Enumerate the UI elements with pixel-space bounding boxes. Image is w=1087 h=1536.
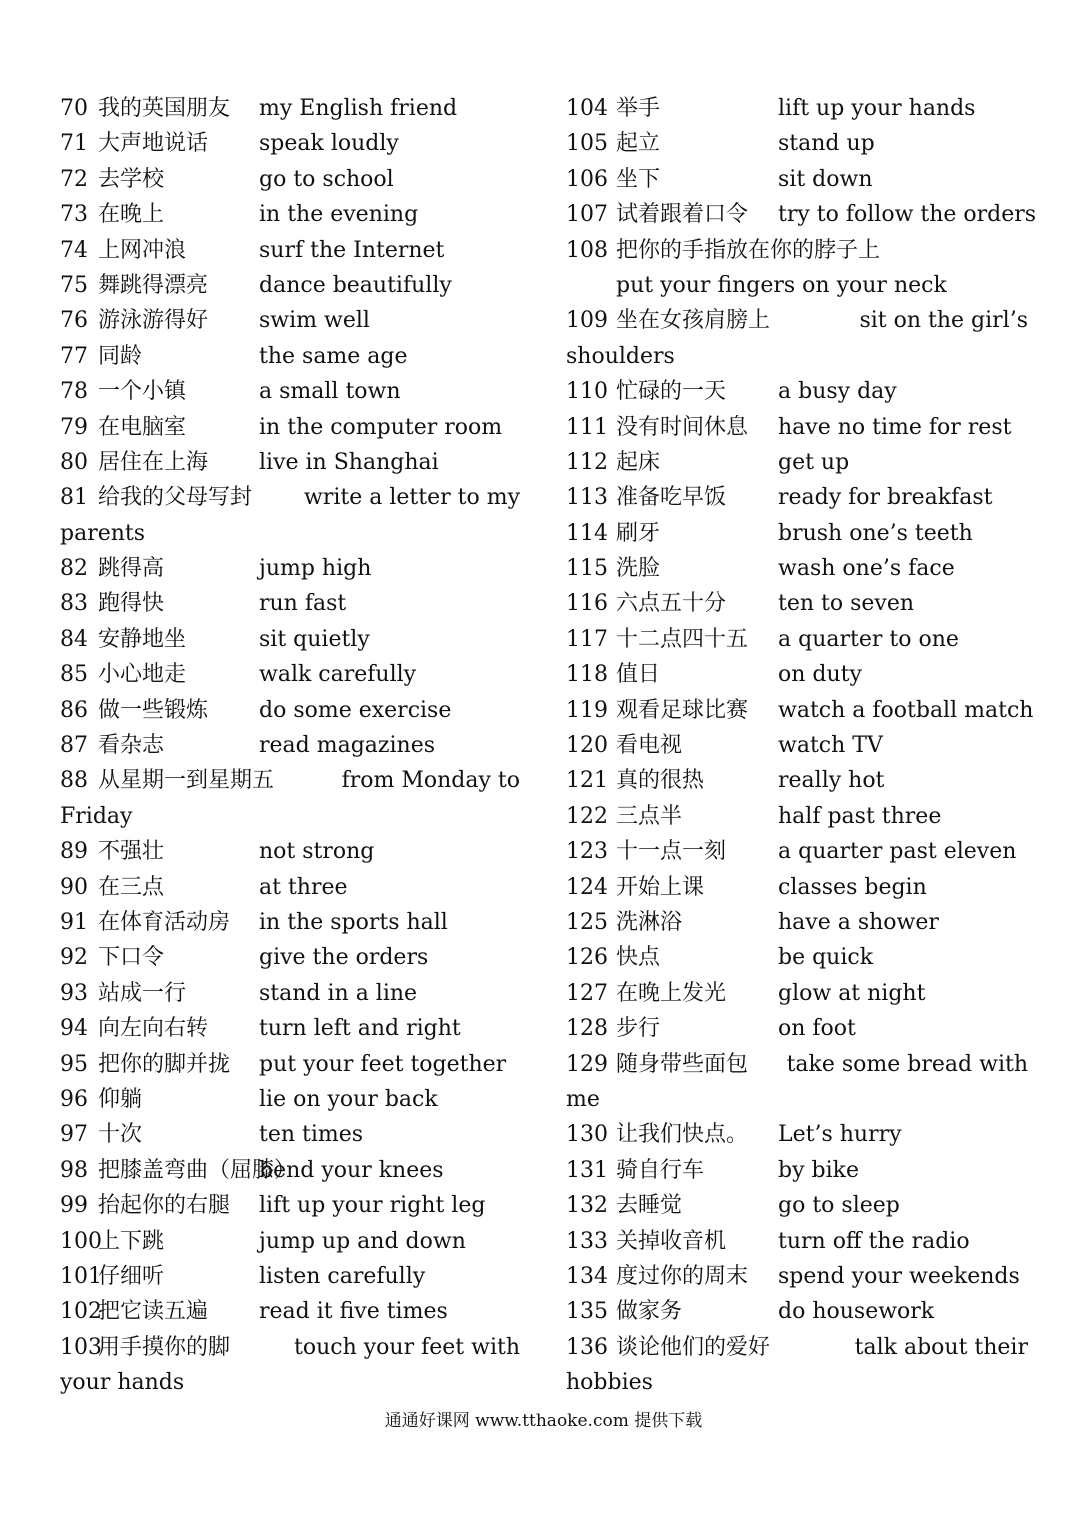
entry-number: 127	[566, 980, 608, 1006]
entry-number: 85	[60, 662, 88, 688]
entry-number: 89	[60, 839, 88, 865]
entry-chinese: 洗淋浴	[616, 910, 683, 935]
entry-english: swim well	[259, 308, 370, 334]
vocab-entry	[60, 233, 520, 268]
entry-chinese: 起立	[616, 131, 661, 157]
entry-number: 99	[60, 1193, 88, 1219]
entry-english: by bike	[778, 1157, 859, 1183]
entry-chinese: 坐在女孩肩膀上	[616, 308, 771, 334]
entry-chinese: 跳得高	[98, 556, 165, 582]
entry-english: do housework	[778, 1299, 935, 1325]
entry-number: 122	[566, 803, 608, 829]
entry-chinese: 舞跳得漂亮	[98, 272, 209, 298]
entry-english-continued: hobbies	[566, 1370, 653, 1396]
entry-english: read it five times	[259, 1299, 448, 1325]
vocab-entry	[60, 410, 520, 445]
vocab-entry	[60, 693, 520, 728]
entry-number: 76	[60, 308, 88, 334]
entry-number: 113	[566, 485, 608, 511]
entry-chinese: 在电脑室	[98, 414, 187, 440]
entry-english: on foot	[778, 1016, 856, 1042]
entry-english: have a shower	[778, 910, 939, 935]
entry-number: 118	[566, 662, 608, 688]
entry-number: 84	[60, 626, 88, 652]
vocab-entry	[566, 480, 1028, 515]
entry-number: 131	[566, 1157, 608, 1183]
entry-english: stand in a line	[259, 980, 418, 1006]
vocab-entry	[566, 233, 1028, 268]
vocab-entry	[60, 728, 520, 763]
entry-chinese: 洗脸	[616, 556, 661, 582]
vocab-entry	[60, 1224, 520, 1259]
entry-english: watch TV	[778, 733, 883, 759]
vocab-entry	[60, 303, 520, 338]
entry-chinese: 让我们快点。	[616, 1122, 749, 1148]
entry-chinese: 把膝盖弯曲（屈膝）	[98, 1157, 297, 1183]
entry-chinese: 六点五十分	[616, 591, 727, 617]
vocab-entry	[60, 1188, 520, 1223]
entry-chinese: 快点	[616, 945, 661, 971]
entry-number: 86	[60, 697, 88, 723]
entry-number: 121	[566, 768, 608, 794]
entry-chinese: 我的英国朋友	[98, 96, 231, 121]
entry-number: 72	[60, 166, 88, 192]
vocab-entry	[60, 940, 520, 975]
entry-number: 80	[60, 449, 88, 475]
entry-english: a quarter to one	[778, 626, 959, 652]
entry-english: read magazines	[259, 733, 436, 759]
entry-chinese: 在晚上发光	[616, 980, 727, 1006]
entry-number: 132	[566, 1193, 608, 1219]
entry-number: 109	[566, 308, 608, 334]
entry-english: lift up your right leg	[259, 1193, 486, 1219]
entry-english: stand up	[778, 131, 875, 157]
entry-english: do some exercise	[259, 697, 452, 723]
entry-english: lie on your back	[259, 1086, 438, 1112]
vocab-entry	[566, 126, 1028, 161]
entry-number: 134	[566, 1263, 608, 1289]
vocab-entry	[60, 551, 520, 586]
entry-english: have no time for rest	[778, 414, 1012, 440]
entry-chinese: 把它读五遍	[98, 1299, 209, 1325]
vocab-entry	[566, 1153, 1028, 1188]
entry-chinese: 十二点四十五	[616, 626, 749, 652]
vocab-entry	[60, 763, 520, 834]
entry-english: sit quietly	[259, 626, 370, 652]
entry-number: 87	[60, 733, 88, 759]
vocab-entry	[60, 197, 520, 232]
entry-english: put your feet together	[259, 1051, 507, 1077]
vocab-entry	[60, 1153, 520, 1188]
entry-chinese: 举手	[616, 96, 661, 121]
entry-english: touch your feet with	[294, 1334, 520, 1360]
entry-english: in the sports hall	[259, 910, 448, 936]
entry-chinese: 开始上课	[616, 874, 705, 900]
entry-number: 97	[60, 1122, 88, 1148]
entry-chinese: 仰躺	[98, 1086, 143, 1112]
entry-chinese: 看电视	[616, 733, 683, 759]
entry-chinese: 骑自行车	[616, 1157, 705, 1183]
entry-number: 100	[60, 1228, 102, 1254]
vocab-entry	[60, 374, 520, 409]
vocab-entry	[566, 870, 1028, 905]
entry-number: 93	[60, 980, 88, 1006]
entry-english: jump up and down	[259, 1228, 466, 1254]
entry-chinese: 去学校	[98, 166, 165, 192]
entry-chinese: 安静地坐	[98, 626, 187, 652]
entry-chinese: 把你的手指放在你的脖子上	[616, 237, 881, 263]
entry-number: 73	[60, 202, 88, 228]
entry-chinese: 忙碌的一天	[616, 379, 727, 405]
vocab-entry	[60, 91, 520, 126]
entry-chinese: 谈论他们的爱好	[616, 1334, 771, 1360]
vocab-entry	[566, 410, 1028, 445]
vocab-entry	[566, 940, 1028, 975]
entry-chinese: 上网冲浪	[98, 237, 187, 263]
vocab-entry	[566, 1259, 1028, 1294]
page-footer: 通通好课网 www.tthaoke.com 提供下载	[384, 1411, 703, 1431]
entry-english: not strong	[259, 839, 375, 865]
entry-chinese: 一个小镇	[98, 379, 187, 405]
entry-number: 117	[566, 626, 608, 652]
entry-english: write a letter to my	[304, 485, 520, 511]
entry-number: 123	[566, 839, 608, 865]
vocab-entry	[566, 162, 1028, 197]
entry-english: Let’s hurry	[778, 1122, 902, 1148]
vocab-entry	[60, 162, 520, 197]
vocab-entry	[566, 763, 1028, 798]
entry-number: 82	[60, 556, 88, 582]
entry-number: 106	[566, 166, 608, 192]
entry-english: the same age	[259, 343, 408, 369]
entry-chinese: 试着跟着口令	[616, 202, 749, 228]
entry-english: a quarter past eleven	[778, 839, 1017, 865]
entry-chinese: 用手摸你的脚	[98, 1334, 231, 1360]
entry-number: 114	[566, 520, 608, 546]
entry-chinese: 大声地说话	[98, 131, 209, 157]
entry-chinese: 在体育活动房	[98, 910, 231, 936]
entry-english: speak loudly	[259, 131, 399, 157]
entry-number: 83	[60, 591, 88, 617]
entry-number: 120	[566, 733, 608, 759]
vocab-entry	[566, 1188, 1028, 1223]
entry-number: 74	[60, 237, 88, 263]
vocab-entry	[60, 1330, 520, 1401]
entry-english: give the orders	[259, 945, 429, 971]
entry-chinese: 下口令	[98, 945, 165, 971]
entry-chinese: 从星期一到星期五	[98, 768, 275, 794]
entry-english: classes begin	[778, 874, 927, 900]
entry-number: 105	[566, 131, 608, 157]
entry-english-sub: put your fingers on your neck	[616, 272, 947, 298]
entry-chinese: 向左向右转	[98, 1016, 209, 1042]
entry-number: 92	[60, 945, 88, 971]
entry-number: 116	[566, 591, 608, 617]
left-column	[60, 91, 520, 1401]
entry-chinese: 起床	[616, 449, 661, 475]
entry-english: ready for breakfast	[778, 485, 993, 511]
entry-number: 98	[60, 1157, 88, 1183]
entry-english-continued: me	[566, 1086, 600, 1112]
entry-chinese: 在三点	[98, 874, 165, 900]
vocab-entry	[60, 1082, 520, 1117]
entry-english: take some bread with	[786, 1051, 1028, 1077]
vocab-entry	[60, 1259, 520, 1294]
vocab-entry	[60, 1117, 520, 1152]
entry-number: 101	[60, 1263, 102, 1289]
entry-number: 104	[566, 96, 608, 121]
vocab-entry	[60, 480, 520, 551]
vocab-entry	[60, 339, 520, 374]
entry-english-continued: your hands	[60, 1370, 185, 1396]
entry-english: walk carefully	[259, 662, 417, 688]
vocab-entry	[60, 1294, 520, 1329]
entry-number: 126	[566, 945, 608, 971]
entry-number: 79	[60, 414, 88, 440]
entry-number: 103	[60, 1334, 102, 1360]
entry-english: at three	[259, 874, 348, 900]
entry-chinese: 三点半	[616, 803, 683, 829]
entry-number: 115	[566, 556, 608, 582]
vocab-entry	[566, 374, 1028, 409]
entry-english: ten times	[259, 1122, 364, 1148]
entry-number: 88	[60, 768, 88, 794]
entry-chinese: 不强壮	[98, 839, 165, 865]
entry-chinese: 值日	[616, 662, 661, 688]
entry-number: 124	[566, 874, 608, 900]
vocab-entry	[60, 1047, 520, 1082]
vocab-entry	[566, 1330, 1028, 1401]
entry-number: 96	[60, 1086, 88, 1112]
entry-english: on duty	[778, 662, 862, 688]
entry-english: bend your knees	[259, 1157, 444, 1183]
vocab-entry	[566, 303, 1028, 374]
entry-english: a busy day	[778, 379, 897, 405]
vocab-entry	[566, 1294, 1028, 1329]
entry-number: 112	[566, 449, 608, 475]
entry-chinese: 看杂志	[98, 733, 165, 759]
entry-english: glow at night	[778, 980, 926, 1006]
entry-chinese: 关掉收音机	[616, 1228, 727, 1254]
entry-number: 71	[60, 131, 88, 157]
entry-english: half past three	[778, 803, 942, 829]
vocab-entry	[566, 905, 1028, 940]
entry-english: be quick	[778, 945, 874, 971]
entry-english-continued: Friday	[60, 803, 133, 829]
vocab-entry	[60, 1011, 520, 1046]
entry-number: 119	[566, 697, 608, 723]
entry-number: 130	[566, 1122, 608, 1148]
entry-english: watch a football match	[778, 697, 1034, 723]
entry-number: 133	[566, 1228, 608, 1254]
entry-chinese: 坐下	[616, 166, 661, 192]
entry-chinese: 没有时间休息	[616, 414, 749, 440]
vocab-entry	[60, 905, 520, 940]
entry-chinese: 真的很热	[616, 768, 705, 794]
vocab-entry	[60, 657, 520, 692]
vocab-entry	[566, 1224, 1028, 1259]
entry-english: run fast	[259, 591, 347, 617]
vocab-entry	[60, 834, 520, 869]
entry-number: 136	[566, 1334, 608, 1360]
entry-english: brush one’s teeth	[778, 520, 973, 546]
entry-chinese: 做家务	[616, 1299, 683, 1325]
vocab-entry	[60, 126, 520, 161]
entry-chinese: 准备吃早饭	[616, 485, 727, 511]
vocab-entry	[566, 799, 1028, 834]
entry-number: 111	[566, 414, 608, 440]
entry-number: 128	[566, 1016, 608, 1042]
entry-english: dance beautifully	[259, 272, 452, 298]
entry-english: get up	[778, 449, 850, 475]
right-column	[566, 91, 1037, 1401]
entry-english: talk about their	[854, 1334, 1028, 1360]
entry-english: turn off the radio	[778, 1228, 970, 1254]
entry-number: 81	[60, 485, 88, 511]
entry-chinese: 跑得快	[98, 591, 165, 617]
entry-chinese: 抬起你的右腿	[98, 1193, 231, 1219]
vocab-entry	[60, 976, 520, 1011]
entry-english: in the evening	[259, 202, 419, 228]
vocab-entry	[60, 586, 520, 621]
entry-number: 125	[566, 910, 608, 935]
vocab-entry	[60, 622, 520, 657]
entry-english: live in Shanghai	[259, 449, 439, 475]
vocab-entry	[60, 445, 520, 480]
entry-english: sit down	[778, 166, 873, 192]
vocab-entry	[60, 870, 520, 905]
entry-chinese: 小心地走	[98, 662, 187, 688]
entry-english: listen carefully	[259, 1263, 426, 1289]
entry-english: from Monday to	[341, 768, 520, 794]
entry-number: 135	[566, 1299, 608, 1325]
vocab-entry	[566, 516, 1028, 551]
entry-chinese: 十次	[98, 1122, 143, 1148]
vocab-entry	[566, 197, 1037, 232]
entry-english: go to school	[259, 166, 394, 192]
vocab-entry	[566, 728, 1028, 763]
entry-chinese: 把你的脚并拢	[98, 1051, 231, 1077]
entry-english: wash one’s face	[778, 556, 955, 582]
entry-number: 70	[60, 96, 88, 121]
vocab-entry	[566, 834, 1028, 869]
entry-number: 129	[566, 1051, 608, 1077]
entry-english: really hot	[778, 768, 885, 794]
entry-english: spend your weekends	[778, 1263, 1020, 1289]
entry-english: sit on the girl’s	[859, 308, 1028, 334]
vocab-entry	[566, 976, 1028, 1011]
vocab-entry	[566, 693, 1034, 728]
entry-chinese: 去睡觉	[616, 1193, 683, 1219]
vocab-entry	[566, 622, 1028, 657]
entry-chinese: 上下跳	[98, 1228, 165, 1254]
vocab-entry	[566, 91, 1028, 126]
entry-chinese: 游泳游得好	[98, 308, 209, 334]
entry-chinese: 仔细听	[98, 1263, 165, 1289]
entry-chinese: 十一点一刻	[616, 839, 727, 865]
entry-english: surf the Internet	[259, 237, 445, 263]
vocab-entry	[566, 1117, 1028, 1152]
entry-english: jump high	[259, 556, 372, 582]
entry-number: 77	[60, 343, 88, 369]
entry-english: turn left and right	[259, 1016, 461, 1042]
entry-number: 110	[566, 379, 608, 405]
entry-number: 95	[60, 1051, 88, 1077]
entry-number: 91	[60, 910, 88, 936]
vocab-entry	[566, 657, 1028, 692]
entry-number: 75	[60, 272, 88, 298]
entry-chinese: 度过你的周末	[616, 1263, 749, 1289]
entry-chinese: 在晚上	[98, 202, 165, 228]
vocab-entry	[566, 551, 1028, 586]
entry-number: 107	[566, 202, 608, 228]
vocab-entry	[566, 1011, 1028, 1046]
entry-english-continued: shoulders	[566, 343, 675, 369]
entry-number: 78	[60, 379, 88, 405]
entry-chinese: 刷牙	[616, 520, 661, 546]
entry-english: in the computer room	[259, 414, 503, 440]
entry-chinese: 居住在上海	[98, 449, 209, 475]
entry-chinese: 同龄	[98, 343, 143, 369]
entry-chinese: 给我的父母写封	[98, 485, 253, 511]
entry-number: 102	[60, 1299, 102, 1325]
entry-english-continued: parents	[60, 520, 146, 546]
entry-number: 108	[566, 237, 608, 263]
entry-english: my English friend	[259, 96, 458, 121]
entry-chinese: 观看足球比赛	[616, 697, 749, 723]
entry-english: go to sleep	[778, 1193, 900, 1219]
entry-number: 94	[60, 1016, 88, 1042]
entry-english: ten to seven	[778, 591, 915, 617]
vocab-entry	[566, 586, 1028, 621]
entry-chinese: 站成一行	[98, 980, 187, 1006]
entry-english: a small town	[259, 379, 401, 405]
entry-number: 90	[60, 874, 88, 900]
entry-english: try to follow the orders	[778, 202, 1037, 228]
entry-chinese: 随身带些面包	[616, 1051, 749, 1077]
vocab-entry	[566, 1047, 1028, 1118]
vocab-entry	[60, 268, 520, 303]
entry-english: lift up your hands	[778, 96, 976, 121]
vocab-entry	[566, 445, 1028, 480]
entry-chinese: 做一些锻炼	[98, 697, 209, 723]
entry-chinese: 步行	[616, 1016, 661, 1042]
